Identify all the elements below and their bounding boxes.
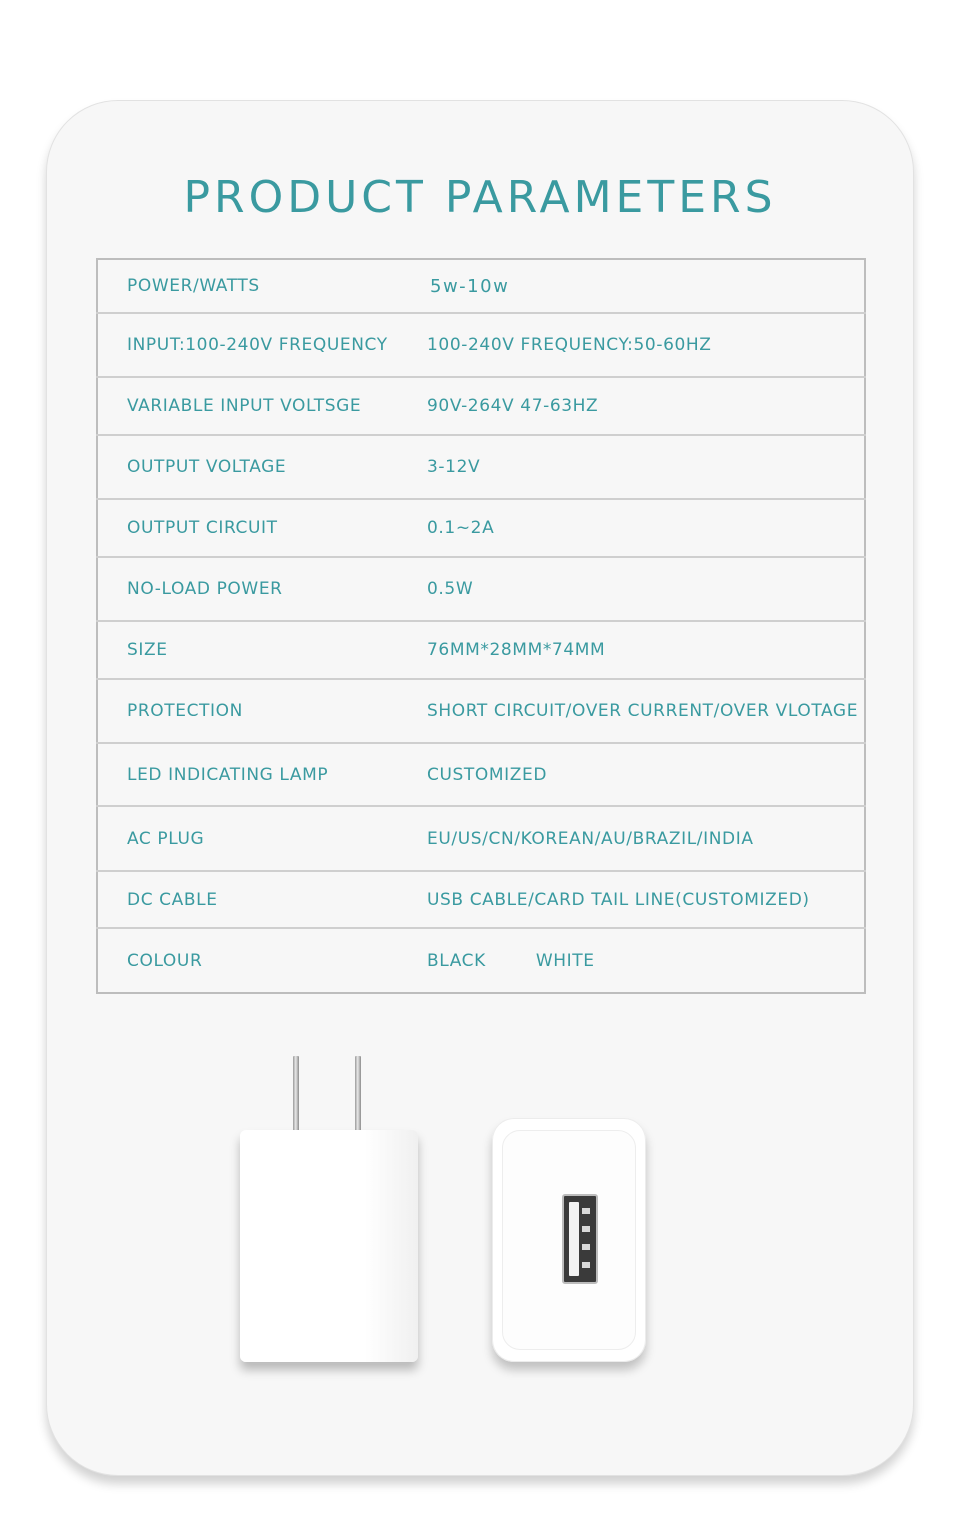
plug-prong-right-icon [355,1056,361,1132]
param-value-output-circuit: 0.1~2A [427,499,865,557]
param-value-protection: SHORT CIRCUIT/OVER CURRENT/OVER VLOTAGE [427,679,865,743]
usb-pin [582,1244,590,1250]
table-row [97,928,865,993]
param-value-power [427,259,865,313]
param-label-size: SIZE [97,621,427,679]
table-row [97,679,865,743]
colour-black: BLACK [427,950,486,971]
parameters-table [96,258,866,994]
usb-port-icon [562,1194,598,1284]
param-value-output-voltage: 3-12V [427,435,865,499]
param-label-power: POWER/WATTS [127,276,260,296]
param-value-no-load-power: 0.5W [427,557,865,621]
param-label-colour: COLOUR [97,928,427,993]
param-value-power-text: 5w-10w [430,275,510,297]
colour-white: WHITE [535,950,595,971]
table-row [97,871,865,928]
usb-pin [582,1262,590,1268]
usb-pin [582,1208,590,1214]
param-label-output-circuit: OUTPUT CIRCUIT [97,499,427,557]
param-label-no-load-power: NO-LOAD POWER [97,557,427,621]
page-title: PRODUCT PARAMETERS [183,172,777,223]
table-row [97,435,865,499]
charger-side-view-image [240,1130,418,1362]
table-row [97,806,865,871]
param-value-ac-plug: EU/US/CN/KOREAN/AU/BRAZIL/INDIA [427,806,865,871]
param-value-variable-input: 90V-264V 47-63HZ [427,377,865,435]
param-label-dc-cable: DC CABLE [97,871,427,928]
param-label-protection: PROTECTION [97,679,427,743]
usb-pin [582,1226,590,1232]
param-value-colour [427,928,865,993]
table-row [97,557,865,621]
table-row [97,499,865,557]
table-row [97,313,865,377]
table-row [97,743,865,806]
param-label-input: INPUT:100-240V FREQUENCY [97,313,427,377]
param-label-variable-input: VARIABLE INPUT VOLTSGE [97,377,427,435]
table-row [97,621,865,679]
param-value-size: 76MM*28MM*74MM [427,621,865,679]
param-value-led-lamp: CUSTOMIZED [427,743,865,806]
param-label-ac-plug: AC PLUG [97,806,427,871]
param-value-dc-cable: USB CABLE/CARD TAIL LINE(CUSTOMIZED) [427,871,865,928]
table-row [97,259,865,313]
table-row [97,377,865,435]
param-label-led-lamp: LED INDICATING LAMP [97,743,427,806]
param-label-output-voltage: OUTPUT VOLTAGE [97,435,427,499]
usb-tongue [569,1202,579,1276]
param-value-input: 100-240V FREQUENCY:50-60HZ [427,313,865,377]
plug-prong-left-icon [293,1056,299,1132]
